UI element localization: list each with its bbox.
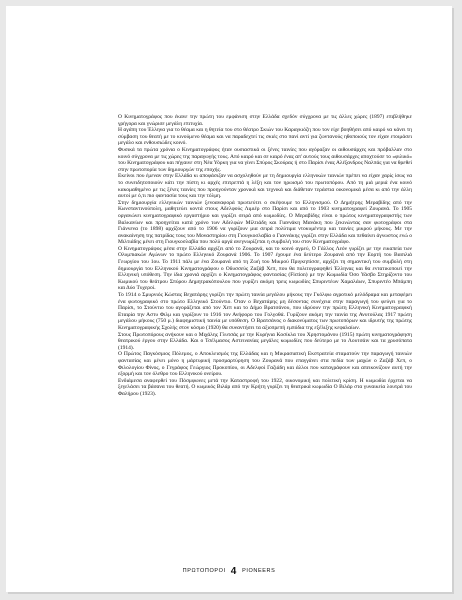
paragraph-interwar: Ενδιάμεσα αναφερθεί του Πόσμφωνες μετά την Καταστροφή του 1922, οικονομική και πολιτική κρίση. Η κωμωδία έρχεται να ξεγελάσει τα βάσανα του θεατή. Ο κωμικός Βιλάρ από την Κρήτη γυρίζει τη θεατρικά κωμωδία Ο Βιλάρ στα γυναικεία λουτρά του Φαλήρου (1923). (118, 377, 412, 397)
paragraph-early-years: Φυσικά τα πρώτα χρόνια ο Κινηματογράφος ήταν ουσιαστικά οι ξένες ταινίες που αγόραζαν οι αιθουσάρχες και πρόβαλλαν στο κοινό σύγχρονα με τις χώρες της παραγωγής τους. Από καιρό και σε καιρό ένας απ' αυτούς τους αιθουσάρχες αποχτούσε το «φιλικό» του Κινηματογράφου και πήγαινε στη Νέα Υόρκη για να γίνει Σπύρος Σκούρας ή στο Παρίσι ένας Αλέξανδρος Ναλπάς για να θρεθεί στην πρωτοπορία των δημιουργών της εποχής. (118, 146, 412, 173)
paragraph-meravidis-manakis: Στην δημιουργία ελληνικών ταινιών ξενοαναφορά πρωτιεύτει ο σκέψουμε το Ελληνισμού. Ο Δημήτρης Μεραβίδης από την Κωνσταντινούπολη, μαθητεύει κοντά στους Αδελφούς Λιμιέρ στο Παρίσι και από το 1903 κινηματογραφεί Ζουρανά. Το 1905 οργανώνει κινηματογραφικό εργαστήριο και γυρίζει σειρά από κωμωδίες. Ο Μεραβίδης είναι ο πρώτος κινηματογραφιστής των Βαλκανίων και προηγείται κατά χρόνο των Αδελφών Μίλτιάδη και Γιαννάκη Μανάκη που ξεκινώντας σαν φωτογράφοι στα Γιάννενα (το 1898) αρχίζουν από το 1906 να γυρίζουν μια σειρά πολύτιμα ντοκυμέντερ και ταινίες μικρού μήκους. Με την ανακαίνηση της πατρίδας τους του Μοναστηρίου στη Γιουγκοσλαβία ο Γιαννάκης γυρίζει στην Ελλάδα και πεθαίνει άγνωστος ενώ ο Μιλτιάδης μένει στη Γιουγκοσλαβία που πολύ αργά ανεγνωρίζεται η συμβολή του στον Κινηματογράφο. (118, 199, 412, 246)
paragraph-newsreels: Ο Κινηματογράφος μέσα στην Ελλάδα αρχίζει από το Ζουρανά, και το κοινό αγρεύ, Ο Γάλλος Λεόν γυρίζει με την εικαπεία των Ολυμπιακών Αγώνων το πρώτο Ελληνικό Ζουρανά 1906. Το 1907 έχουμε ένα δεύτερο Ζουρανά από την Εορτή του Βασιλιά Γεωργίου του 1ου. Το 1911 πάλι με ένα Ζουρανά από τη Ζωή του Μικρού Πριγκηπίσσε, αρχίζει τη σημαντική του συμβολή στη δημιουργία του Ελληνικού Κινηματογράφου ο Οδυσσεύς Ζαζάβ Χεπ, που θα πολιτογραφηθεί Έλληνας και θα εντατικοποιεί την Ελληνική υπόθεση. Την ίδια χρονιά αρχίζει ο Κινηματογράφος φαντασίας (Fiction) με την Κωμωδία Όσο Υάσβο Στηρίζοντο του Κωμικού του θεάτρου Σπύρου Δημητρακόπουλου που γυρίζει ακόμη τρεις κωμωδίες Σπυριντέων Χαμαλάων, Σπυριντέο Μπάμπη και Δύο Τυχεροί. (118, 245, 412, 292)
paragraph-other-pioneers: Στους Πρωτοπόρους ανήκουν και ο Μιχάλης Γλυτσάς με την Κυρήνια Κοσίκλα του Χρηστομάνου (1915) πρώτη κινηματογράφηση θεατρικού έργου στην Ελλάδα. Και ο Τσέλμασος Αστεινανίας μεγάλες κωμωδίες που δεύτερο με το Λουτσάιν και τα χρυσόπατα (1914). (118, 331, 412, 351)
document-page (6, 6, 452, 592)
page-footer (6, 566, 452, 577)
page-number: 4 (230, 566, 237, 577)
paragraph-intro: Ο Κινηματογράφος που έκανε την πρώτη του εμφάνιση στην Ελλάδα σχεδόν σύγχρονα με τις άλλες χώρες (1897) επιβλήθηκε γρήγορα και γνώρισε μεγάλη επιτυχία. (118, 114, 412, 127)
paragraph-war-years: Ο Πρώτος Παγκόσμιος Πόλεμος, ο Αποκλεισμός της Ελλάδας και η Μικρασιατική Εκστρατεία σταματούν την παραγωγή ταινιών φαντασίας και μένει μόνο η μάρτυρική προσμαρτύρηση του Ζουρανά που επαγγάνει στα πεδία των μαχών ο Ζαζάβ Χεπ, ο Φιλολογίου Φίνος, ο Γεγράφος Γεώργιος Προκοπίου, οι Αδελφοί Γαζιάδη και άλλοι που καταγράφουν και απεικονίζουν αυτή την εξορμή και τον όλεθρο του Ελληνικού ονείρου. (118, 351, 412, 378)
paragraph-vechataris: Το 1914 ο Σμυρνιός Κώστας Βεχατάρης γυρίζει την πρώτη ταινία μεγάλου μήκους την Γκόλφω αγροτικό μελόδραμα και μεταφέρει ένα φωτογραφικό στο πρώτο Ελληνικό Στούντιο. Όταν ο Βεχατάρης μη δέσοντας συνέχεια στην παραγωγή του φεύγει για το Παρίσι, το Στούντιο του αγοράζεται από τον Χεπ και το Δήμο Βρατσάνου, που ιδρύουν την πρώτη Ελληνική Κινηματογραφική Εταιρία την Αστυ Φιλμ και γυρίζουν το 1916 τον Ανήφορο του Γολγοθά. Γυρίζουν ακόμη την ταινία της Ανυτούλας 1917 πρώτη μεγάλου μήκους (750 μ.) διαφημιστική ταινία με υπόθεση. Ο Βρατσάνος ο διακονύματος των πρωτοπόρων και ιδρυτής της πρώτης Κινηματογραφικής Σχολής στον κόσμο (1920) θα συναντήσει τα αξιοπρεπή εμπόδια της εξέλιξης κεφαλαίων. (118, 292, 412, 331)
paragraph-audience: Η αγάπη του Έλληνα για το θέαμα και η θητεία του στο θέατρο Σκιών του Καραγκιόζη που τον είχε βοηθήσει από καιρό να κάνει τη σύμβαση του θεατή με το κινούμενο θέαμα και να παραδεχτεί τις σκιές στο πανί αντί για ζωντανούς ηθοποιούς τον είχαν ετοιμάσει μεγάλο και ενθουσιώδες κοινό. (118, 127, 412, 147)
article-body (118, 114, 412, 398)
paragraph-pioneers-stayed: Εκείνοι που έμεναν στην Ελλάδα κι αποφάσιζαν να ασχοληθούν με τη δημιουργία ελληνικών ταινιών πρέπει να είχαν χαρίς ίσως να το συνειδητοποιούν κάτι την πίστη κι αρχές επιτρεπτά η λέξη και τον ηρωισμό του πρωτοπόρου. Από τη μιά μεριά ένα κοινό κακομαθημένο με τις ξένες ταινίες που προηγούνταν χρονικά και τεχνικά και διάθεταν τεράστια οικονομικά μέσα κι από την άλλη αυτοί με ό,τι πιο φαντασία τους και την τόλμη. (118, 173, 412, 200)
footer-right-label: PIONEERS (242, 568, 276, 574)
footer-left-label: ΠΡΩΤΟΠΟΡΟΙ (182, 568, 226, 574)
